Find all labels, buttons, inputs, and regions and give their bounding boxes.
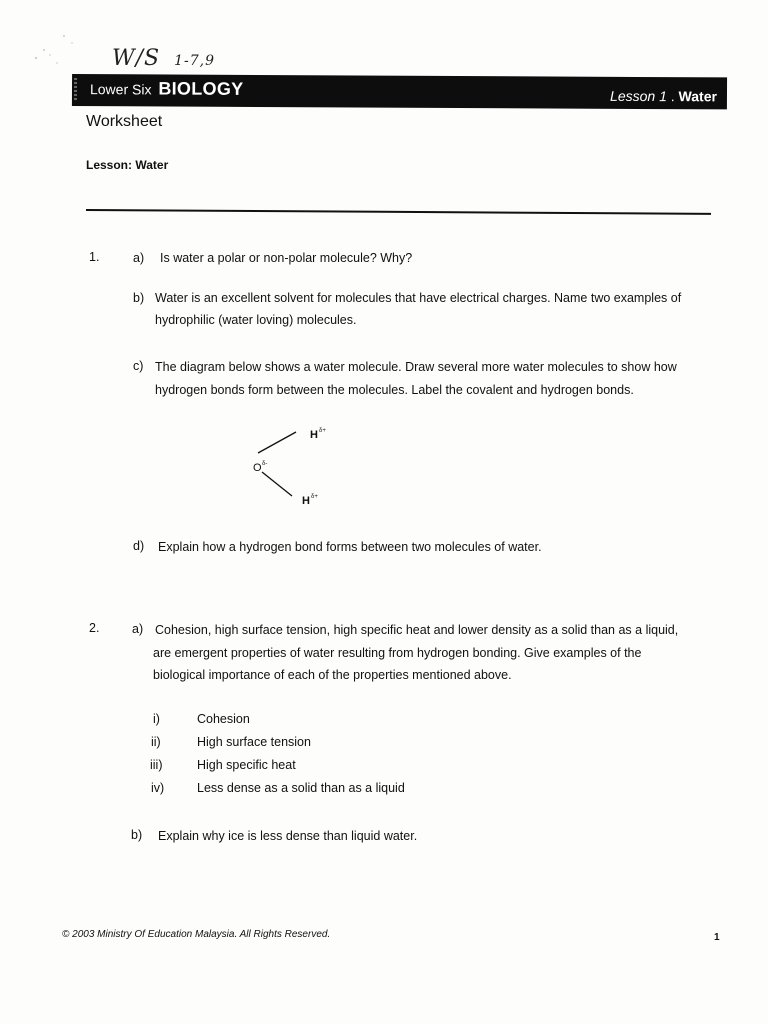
item-iii-numeral: iii) bbox=[150, 758, 163, 772]
lesson-header bbox=[610, 88, 717, 105]
item-ii-text: High surface tension bbox=[197, 735, 311, 749]
question-2a-line-3: biological importance of each of the properties mentioned above. bbox=[153, 668, 512, 682]
question-1c-line-2: hydrogen bonds form between the molecules. Label the covalent and hydrogen bonds. bbox=[155, 383, 634, 397]
course-title bbox=[90, 78, 244, 100]
question-1d-letter: d) bbox=[133, 539, 145, 553]
header-bar-edge bbox=[74, 78, 77, 102]
course-subject: BIOLOGY bbox=[158, 78, 244, 99]
item-ii-numeral: ii) bbox=[151, 735, 161, 749]
worksheet-title: Worksheet bbox=[86, 113, 163, 130]
item-iii-text: High specific heat bbox=[197, 758, 296, 772]
item-iv-text: Less dense as a solid than as a liquid bbox=[197, 781, 405, 795]
question-2a-line-1: Cohesion, high surface tension, high specific heat and lower density as a solid than as a liquid, bbox=[155, 623, 679, 637]
scan-specks bbox=[30, 28, 80, 68]
hydrogen-bottom-label: H bbox=[302, 495, 310, 507]
question-1c-line-1: The diagram below shows a water molecule. Draw several more water molecules to show how bbox=[155, 360, 677, 374]
question-2-number: 2. bbox=[89, 621, 100, 635]
lesson-number: Lesson 1 bbox=[610, 87, 667, 105]
divider-rule bbox=[86, 209, 711, 215]
question-2a-line-2: are emergent properties of water resulting from hydrogen bonding. Give examples of the bbox=[153, 646, 642, 660]
handwritten-note bbox=[112, 46, 215, 71]
header-bar bbox=[72, 74, 727, 109]
lesson-label: Lesson: Water bbox=[86, 158, 169, 172]
covalent-bond-top bbox=[258, 432, 296, 453]
hydrogen-top-label: H bbox=[310, 429, 318, 441]
question-2b-letter: b) bbox=[131, 828, 143, 842]
hydrogen-top-charge: δ+ bbox=[319, 428, 326, 434]
item-i-text: Cohesion bbox=[197, 712, 250, 726]
question-1b-letter: b) bbox=[133, 291, 145, 305]
question-1a-text: Is water a polar or non-polar molecule? Why? bbox=[160, 251, 413, 265]
oxygen-label: O bbox=[253, 462, 262, 474]
hydrogen-bottom-charge: δ+ bbox=[311, 494, 318, 500]
handwritten-numbers: 1-7,9 bbox=[174, 53, 216, 69]
water-molecule-diagram bbox=[240, 420, 340, 510]
question-1b-line-1: Water is an excellent solvent for molecules that have electrical charges. Name two examples of bbox=[155, 291, 682, 305]
question-2a-letter: a) bbox=[132, 622, 144, 636]
handwritten-ws: W/S bbox=[112, 46, 161, 71]
course-level: Lower Six bbox=[89, 81, 152, 98]
question-1-number: 1. bbox=[89, 250, 100, 264]
oxygen-charge: δ- bbox=[262, 461, 268, 467]
question-1d-text: Explain how a hydrogen bond forms between two molecules of water. bbox=[158, 540, 542, 554]
question-1c-letter: c) bbox=[133, 359, 144, 373]
question-1b-line-2: hydrophilic (water loving) molecules. bbox=[155, 313, 357, 327]
item-i-numeral: i) bbox=[153, 712, 160, 726]
covalent-bond-bottom bbox=[262, 472, 292, 496]
lesson-topic: Water bbox=[678, 88, 718, 105]
item-iv-numeral: iv) bbox=[151, 781, 165, 795]
page-number: 1 bbox=[714, 932, 720, 943]
question-1a-letter: a) bbox=[133, 251, 145, 265]
lesson-separator: . bbox=[670, 88, 675, 105]
question-2b-text: Explain why ice is less dense than liquid water. bbox=[158, 829, 418, 843]
footer-copyright: © 2003 Ministry Of Education Malaysia. All Rights Reserved. bbox=[62, 929, 331, 940]
